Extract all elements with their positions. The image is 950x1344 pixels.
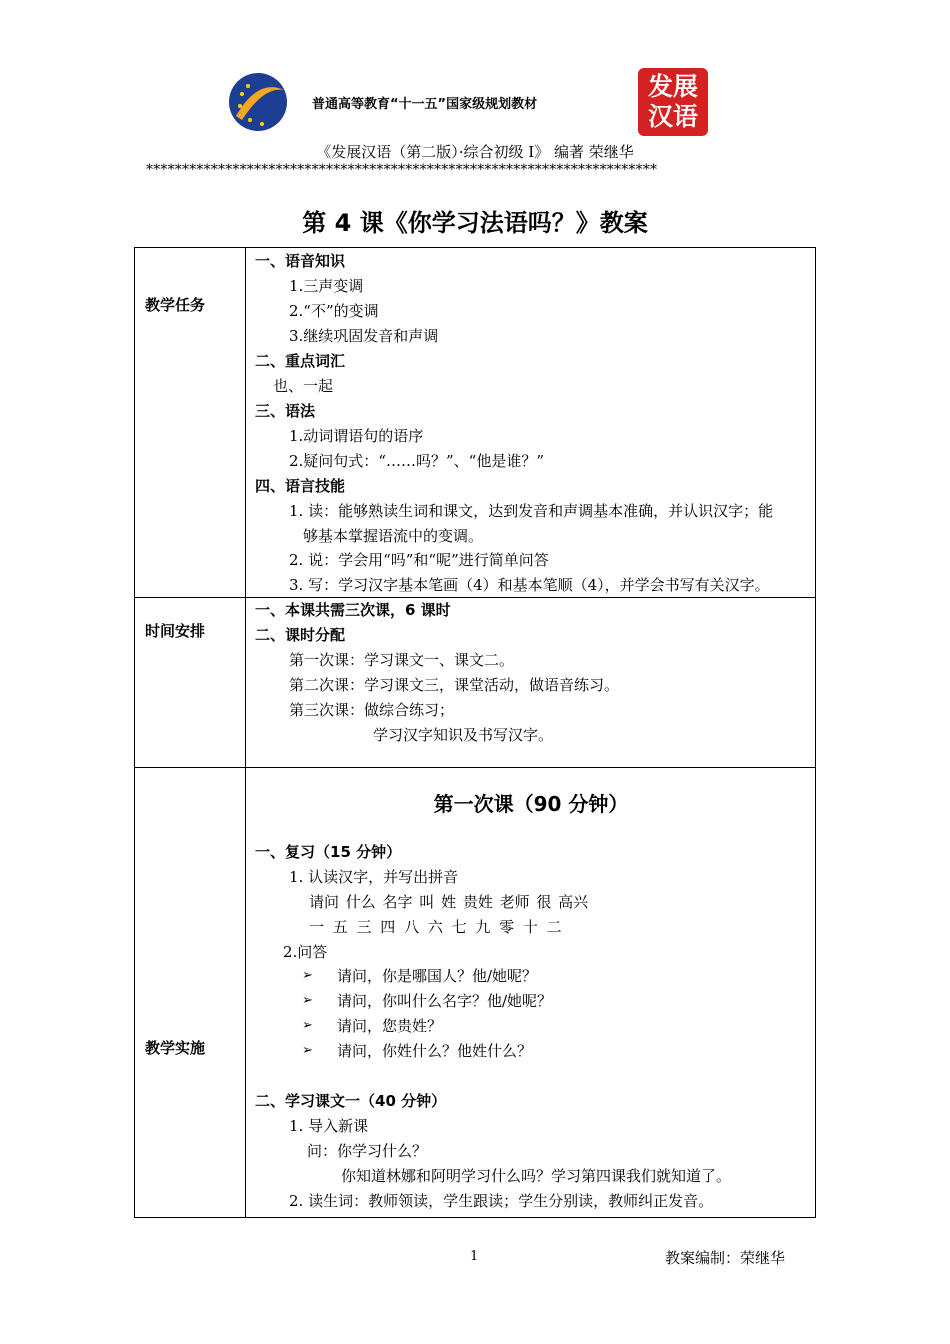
text-one-item: 2. 读生词：教师领读，学生跟读；学生分别读，教师纠正发音。 bbox=[289, 1192, 714, 1210]
question-item: 请问，你叫什么名字？他/她呢？ bbox=[337, 992, 553, 1010]
task-item: 3. 写：学习汉字基本笔画（4）和基本笔顺（4），并学会书写有关汉字。 bbox=[289, 576, 770, 594]
fazhan-hanyu-logo: 发展 汉语 bbox=[638, 68, 708, 136]
eleventh-five-year-logo bbox=[228, 72, 288, 132]
arrow-bullet-icon: ➢ bbox=[302, 993, 313, 1008]
text-one-item: 1. 导入新课 bbox=[289, 1117, 369, 1135]
column-divider bbox=[245, 248, 246, 1217]
row-divider bbox=[135, 767, 815, 768]
task-item: 2.疑问句式：“……吗？”、“他是谁？” bbox=[289, 452, 544, 470]
task-item: 也、一起 bbox=[273, 377, 334, 395]
schedule-item: 第二次课：学习课文三，课堂活动，做语音练习。 bbox=[289, 676, 620, 694]
task-heading-phonetics: 一、语音知识 bbox=[255, 252, 346, 270]
arrow-bullet-icon: ➢ bbox=[302, 1043, 313, 1058]
book-info-line: 《发展汉语（第二版）·综合初级 I》 编著 荣继华 bbox=[316, 143, 634, 161]
arrow-bullet-icon: ➢ bbox=[302, 968, 313, 983]
row-label-schedule: 时间安排 bbox=[145, 622, 206, 640]
task-heading-grammar: 三、语法 bbox=[255, 402, 316, 420]
row-label-tasks: 教学任务 bbox=[145, 296, 206, 314]
schedule-item: 第三次课：做综合练习； bbox=[289, 701, 455, 719]
schedule-heading: 二、课时分配 bbox=[255, 626, 346, 644]
task-item-continued: 够基本掌握语流中的变调。 bbox=[303, 527, 484, 545]
review-item: 1. 认读汉字，并写出拼音 bbox=[289, 868, 459, 886]
footer-author: 教案编制：荣继华 bbox=[665, 1249, 786, 1267]
task-heading-skills: 四、语言技能 bbox=[255, 477, 346, 495]
arrow-bullet-icon: ➢ bbox=[302, 1018, 313, 1033]
session-title: 第一次课（90 分钟） bbox=[433, 792, 629, 816]
task-item: 3.继续巩固发音和声调 bbox=[289, 327, 439, 345]
task-item: 1. 读：能够熟读生词和课文，达到发音和声调基本准确，并认识汉字；能 bbox=[289, 502, 774, 520]
text-one-item: 你知道林娜和阿明学习什么吗？学习第四课我们就知道了。 bbox=[341, 1167, 732, 1185]
section-heading-text-one: 二、学习课文一（40 分钟） bbox=[255, 1092, 447, 1110]
review-word-list: 请问 什么 名字 叫 姓 贵姓 老师 很 高兴 bbox=[309, 893, 589, 911]
question-item: 请问，你是哪国人？他/她呢？ bbox=[337, 967, 538, 985]
task-heading-vocabulary: 二、重点词汇 bbox=[255, 352, 346, 370]
lesson-title: 第 4 课《你学习法语吗？》教案 bbox=[302, 209, 648, 237]
text-one-item: 问：你学习什么？ bbox=[307, 1142, 428, 1160]
section-heading-review: 一、复习（15 分钟） bbox=[255, 843, 402, 861]
row-divider bbox=[135, 597, 815, 598]
page-number: 1 bbox=[470, 1249, 479, 1264]
textbook-series-label: 普通高等教育“十一五”国家级规划教材 bbox=[312, 97, 538, 112]
schedule-heading: 一、本课共需三次课，6 课时 bbox=[255, 601, 451, 619]
question-item: 请问，您贵姓？ bbox=[337, 1017, 443, 1035]
lesson-plan-table bbox=[134, 247, 816, 1218]
schedule-item: 第一次课：学习课文一、课文二。 bbox=[289, 651, 515, 669]
row-label-implementation: 教学实施 bbox=[145, 1039, 206, 1057]
task-item: 2.“不”的变调 bbox=[289, 302, 379, 320]
review-number-list: 一 五 三 四 八 六 七 九 零 十 二 bbox=[309, 918, 562, 936]
schedule-item: 学习汉字知识及书写汉字。 bbox=[373, 726, 554, 744]
task-item: 1.动词谓语句的语序 bbox=[289, 427, 424, 445]
task-item: 1.三声变调 bbox=[289, 277, 364, 295]
review-item: 2.问答 bbox=[283, 943, 328, 961]
question-item: 请问，你姓什么？他姓什么？ bbox=[337, 1042, 533, 1060]
star-divider: *********************************************************************** bbox=[146, 162, 658, 178]
task-item: 2. 说：学会用“吗”和“呢”进行简单问答 bbox=[289, 551, 549, 569]
